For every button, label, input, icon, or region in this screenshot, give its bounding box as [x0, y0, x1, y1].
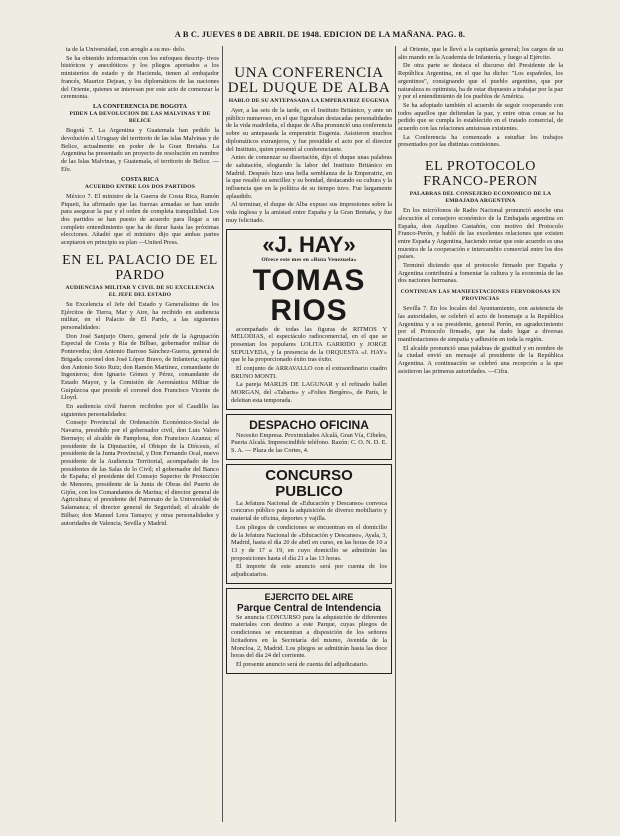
advertisement-jhay — [226, 229, 392, 410]
article-text: Se ha adoptado también el acuerdo de seguir cooperando con todos aquellos que defiendan la paz, y entre otras cosas se ha pedido que se cumpla lo establecido en el tratado comercial, de acuerdo con las relaciones amistosas existentes. — [398, 101, 563, 133]
ad-subtitle-jhay: Ofrece este mes en «Ruta Venezuela» — [261, 256, 357, 263]
column-3 — [398, 46, 563, 826]
article-text: El alcalde pronunció unas palabras de gratitud y en nombre de la ciudad envió un mensaje al presidente de la República Argentina. A continuación se celebró una recepción a la que asistieron las primeras autoridades. —Cifra. — [398, 344, 563, 375]
advertisement-despacho — [226, 414, 392, 460]
ad-text: La Jefatura Nacional de «Educación y Descanso» convoca concurso público para la adquisición de diverso mobiliario y material de oficina, deportes y vajilla. — [231, 499, 387, 523]
advertisement-concurso — [226, 464, 392, 584]
ad-title-ejercito: EJERCITO DEL AIRE — [264, 591, 354, 602]
article-text: Terminó diciendo que el protocolo firmado por España y Argentina contribuirá a fomentar la cultura y la economía de las dos naciones hermanas. — [398, 262, 563, 285]
article-text: ta de la Universidad, con arreglo a su mo- delo. — [66, 46, 186, 53]
subheadline-protocolo: PALABRAS DEL CONSEJERO ECONOMICO DE LA EMBAJADA ARGENTINA — [409, 191, 552, 205]
subheadline-costa-rica: ACUERDO ENTRE LOS DOS PARTIDOS — [84, 183, 196, 190]
article-text: Se ha obtenido información con los enfoques descrip- tivos históricos y anecdóticos y los pliegos aportados a los ministerios de estado y de Hacienda, tienen al embajador francés, Maurice Dejean, y los diplomáticos de las naciones del Oriente, quienes se interesan por este acto de comenzar la ceremonia. — [61, 54, 219, 101]
subheadline-duque-de-alba: HABLO DE SU ANTEPASADA LA EMPERATRIZ EUGENIA — [228, 98, 390, 104]
article-text: En audiencia civil fueron recibidos por el Caudillo las siguientes personalidades: — [61, 403, 219, 418]
column-1 — [61, 46, 219, 826]
article-text: México 7. El ministro de la Guerra de Costa Rica, Ramón Piqueti, ha afirmado que las fuerzas armadas se han unido para asegurar la paz y el orden de completa tranquilidad. Los dos partidos se han puesto de acuerdo para llegar a un completo entendimiento que ha de durar hasta las próximas elecciones. Añadió que el ministro dijo que ambas partes aceptaron en principio su plan —United Press. — [61, 192, 219, 247]
article-text: De otra parte se destaca el discurso del Presidente de la República Argentina, en el que ha dicho: "Los españoles, los argentinos", consignando que el pueblo argentino, que por naturaleza es optimista, ha de estar dispuesto a trabajar por la paz y por el entendimiento de los pueblos de América. — [398, 62, 563, 101]
ad-title-jhay: «J. HAY» — [262, 231, 356, 257]
headline-continuan: CONTINUAN LAS MANIFESTACIONES FERVOROSAS EN PROVINCIAS — [400, 289, 561, 303]
column-rule — [395, 46, 396, 822]
ad-text: La pareja MARLIS DE LAGUNAR y el refinado ballet MORGAN, del «Tabaris» y «Folies Bergère», de París, le deleitan esta temporada. — [231, 381, 387, 404]
ad-text: Necesito Empresa. Proximidades Alcalá, Gran Vía, Cibeles, Puerta Alcalá. Imprescindible teléfono. Razón: C. O. N. D. E. S. A. — Plaza de las Cortes, 4. — [231, 431, 387, 454]
headline-bogota: LA CONFERENCIA DE BOGOTA — [93, 102, 187, 110]
article-text: Bogotá 7. La Argentina y Guatemala han pedido la devolución al Uruguay del territorio de las islas Malvinas y de Belice, actualmente en poder de la Gran Bretaña. La Argentina ha presentado un proyecto de resolución en nombre de las Islas Malvinas, y Guatemala, el territorio de Belice. —Efe. — [61, 127, 219, 173]
article-text: al Oriente, que le llevó a la capitanía general; los cargos de su alto mando en la Academia de Infantería, y luego al Ejército. — [398, 46, 563, 61]
headline-duque-de-alba: UNA CONFERENCIA DEL DUQUE DE ALBA — [227, 65, 391, 96]
subheadline-bogota: PIDEN LA DEVOLUCION DE LAS MALVINAS Y DE BELICE — [69, 111, 211, 125]
ad-text: acompañado de todas las figuras de RITMOS Y MELODIAS, el espectáculo radiocomercial, en el que se presentan los populares LOLITA GARRIDO y JORGE SEPULVEDA, y la presencia de la ORQUESTA «J. HAY» que le ha proporcionado éxito tras éxito. — [231, 325, 387, 364]
ad-text: Se anuncia CONCURSO para la adquisición de diferentes materiales con destino a este Parque, cuyas pliegos de condiciones se encuentran a disposición de los señores licitadores en la Secretaría del mismo, Avenida de la Moncloa, 2, Madrid. Los pliegos se admitirán hasta las doce horas del día 24 del corriente. — [231, 613, 387, 660]
ad-name-tomas-rios: TOMAS RIOS — [252, 263, 366, 327]
article-text: Consejo Provincial de Ordenación Económico-Social de Navarra, presidido por el gobernador civil, don Luis Valero Bermejo; el alcalde de Pamplona, don Francisco Azanza; el presidente de la Diputación, el Obispo de la Diócesis, el presidente de la Junta Provincial, y Don Fernando Ocal, nuevo presidente de la Audiencia Territorial, acompañado de los presidentes de las Salas de lo Civil; el gobernador del Banco de España; el presidente del Consejo Superior de Protección de Menores, presidente de la Junta de Obras del Puerto de Gijón, con los Comandantes de Marina; el director general de Agricultura; el presidente del Patronato de la Universidad de Salamanca; el director general de Seguridad; el alcalde de Bilbao; don Manuel Lora Tamayo; y otras personalidades y autoridades de Valencia, Sevilla y Madrid. — [61, 419, 219, 527]
ad-text: El presente anuncio será de cuenta del adjudicatario. — [236, 660, 369, 668]
article-text: La Conferencia ha comenzado a estudiar los trabajos presentados por las distintas comisiones. — [398, 133, 563, 149]
article-text: Ayer, a las seis de la tarde, en el Instituto Británico, y ante un público numeroso, en el que figuraban destacadas personalidades de la vida madrileña, el duque de Alba pronunció una conferencia sobre su antepasada la emperatriz Eugenia. Asistieron muchos diplomáticos extranjeros, y fue presidido el acto por el director del Instituto, quien presentó al conferenciante. — [226, 107, 392, 153]
ad-subtitle-ejercito: Parque Central de Intendencia — [237, 602, 381, 614]
headline-costa-rica: COSTA RICA — [121, 175, 159, 183]
ad-text: El importe de este anuncio será por cuenta de los adjudicatarios. — [231, 563, 387, 579]
article-text: Al terminar, el duque de Alba expuso sus impresiones sobre la vida inglesa y la amistad entre España y la Gran Bretaña, y fue muy felicitado. — [226, 201, 392, 224]
advertisement-ejercito — [226, 588, 392, 674]
article-text: Antes de comenzar su disertación, dijo el duque unas palabras de salutación, elogiando la labor del Instituto Británico en Madrid. Después hizo una bella semblanza de la Emperatriz, en la que resaltó su sencillez y su bondad, destacando su cultura y la influencia que en la política de su tiempo tuvo. Fue largamente aplaudido. — [226, 154, 392, 200]
subheadline-palacio: AUDIENCIAS MILITAR Y CIVIL DE SU EXCELENCIA EL JEFE DEL ESTADO — [65, 284, 215, 298]
article-text: Sevilla 7. En los locales del Ayuntamiento, con asistencia de las autoridades, se celebró el acto de homenaje a la República Argentina y a su presidente, general Perón, en agradecimiento por el Protocolo firmado, que ha dado lugar a diversas manifestaciones de simpatía y adhesión en toda la región. — [398, 305, 563, 343]
column-2 — [226, 46, 392, 826]
ad-text: El conjunto de ARRAVALLO con el extraordinario cuadro BRUNO MONTI. — [231, 365, 387, 380]
article-text: Su Excelencia el Jefe del Estado y Generalísimo de los Ejércitos de Tierra, Mar y Aire, ha recibido en audiencia militar, en el Palacio de El Pardo, a las siguientes personalidades: — [61, 300, 219, 331]
ad-title-concurso: CONCURSO PUBLICO — [265, 466, 353, 500]
page-masthead: A B C. JUEVES 8 DE ABRIL DE 1948. EDICION DE LA MAÑANA. PAG. 8. — [174, 30, 466, 39]
headline-palacio: EN EL PALACIO DE EL PARDO — [62, 252, 218, 283]
headline-protocolo: EL PROTOCOLO FRANCO-PERON — [423, 159, 538, 190]
column-rule — [222, 46, 223, 822]
ad-text: Los pliegos de condiciones se encuentran en el domicilio de la Jefatura Nacional de «Educación y Descanso», Ayala, 3, Madrid, hasta el día 20 de abril en curso, en las horas de 10 a 13 y de 17 a 19, en cuyo domicilio se admitirán las proposiciones hasta el día 21 a las 13 horas. — [231, 523, 387, 562]
article-text: En los micrófonos de Radio Nacional pronunció anoche una alocución el consejero económico de la Embajada argentina en España, don Aquilino Castañón, con motivo del Protocolo Franco-Perón, y habló de las excelentes relaciones que existen entre España y Argentina, haciendo notar que este acuerdo es una muestra de la cooperación e intercambio comercial entre los dos países. — [398, 207, 563, 261]
article-text: Don José Sanjurjo Otero, general jefe de la Agrupación Especial de Costa y Ría de Bilbao, gobernador militar de Pontevedra; don Antonio Barroso Sánchez-Guerra, general de Brigada; coronel don José López Bravo, de Infantería; capitán don Antonio Soto Ruiz; don Ramón Martínez, comandante de Ingenieros; don Ignacio Gómez y Pérez, comandante de Estado Mayor, y la Comisión de Aeronáutica Militar de Guipúzcoa que preside el coronel don Francisco Vicente de Lloyd. — [61, 332, 219, 402]
ad-title-despacho: DESPACHO OFICINA — [249, 417, 369, 432]
